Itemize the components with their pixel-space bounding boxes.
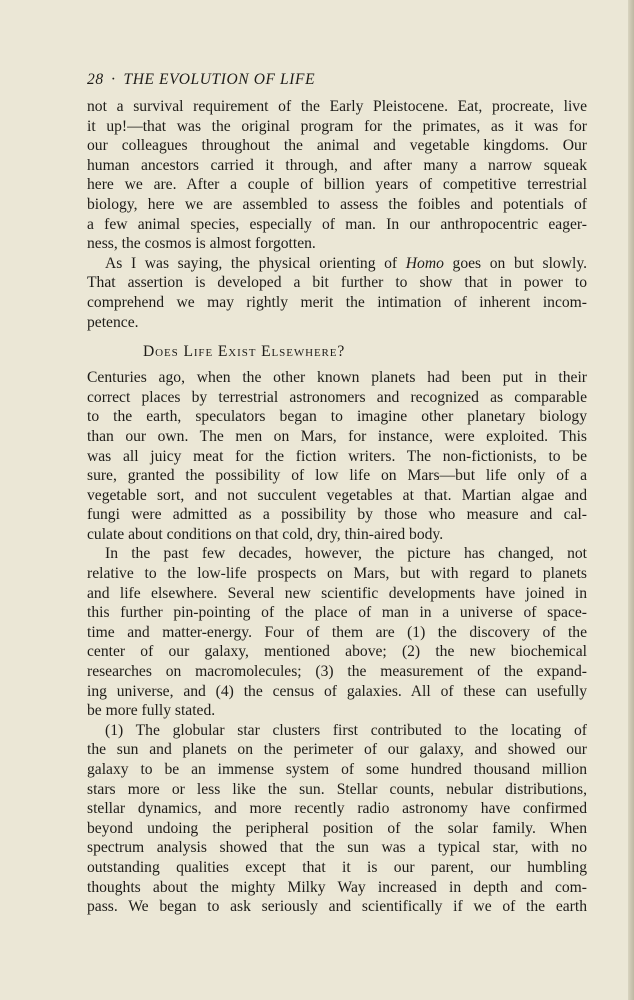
paragraph-globular-clusters (87, 721, 587, 917)
page-number: 28 (87, 71, 104, 88)
paragraph-mars (87, 368, 587, 544)
text-line: correct places by terrestrial astronomers and recognized as comparable (87, 388, 587, 406)
text-line: sure, granted the possibility of low life on Mars—but life only of a (87, 467, 587, 485)
text-line: be more fully stated. (87, 702, 216, 720)
text-line (87, 254, 587, 274)
text-line: culate about conditions on that cold, dry, thin-aired body. (87, 525, 444, 543)
text-line: our colleagues throughout the animal and vegetable kingdoms. Our (87, 137, 587, 155)
text-line: petence. (87, 313, 139, 331)
paragraph-homo (87, 254, 587, 332)
text-line: than our own. The men on Mars, for instance, were exploited. This (87, 427, 587, 445)
text-line: vegetable sort, and not succulent vegetables at that. Martian algae and (87, 486, 587, 504)
text-line: researches on macromolecules; (3) the measurement of the expand- (87, 663, 587, 681)
text-line: stellar dynamics, and more recently radio astronomy have confirmed (87, 800, 587, 818)
text-line: comprehend we may rightly merit the intimation of inherent incom- (87, 293, 587, 311)
text-line: a few animal species, especially of man. In our anthropocentric eager- (87, 215, 587, 233)
paragraph-continuation (87, 97, 587, 254)
text-line: (1) The globular star clusters first contributed to the locating of (105, 721, 587, 739)
text-line: fungi were admitted as a possibility by those who measure and cal- (87, 506, 587, 524)
text-run: As I was saying, the physical orienting of (105, 254, 406, 272)
text-line: and life elsewhere. Several new scientific developments have joined in (87, 584, 587, 602)
text-line: ness, the cosmos is almost forgotten. (87, 235, 316, 253)
text-line: That assertion is developed a bit further to show that in power to (87, 274, 587, 292)
text-line: outstanding qualities except that it is our parent, our humbling (87, 858, 587, 876)
text-line: spectrum analysis showed that the sun was a typical star, with no (87, 839, 587, 857)
running-header (87, 71, 315, 89)
text-line: the sun and planets on the perimeter of our galaxy, and showed our (87, 741, 587, 759)
header-separator: · (110, 71, 117, 88)
text-line: ing universe, and (4) the census of galaxies. All of these can usefully (87, 682, 587, 700)
text-line: relative to the low-life prospects on Mars, but with regard to planets (87, 565, 587, 583)
text-line: beyond undoing the peripheral position of the solar family. When (87, 819, 587, 837)
text-line: In the past few decades, however, the picture has changed, not (105, 545, 587, 563)
text-line: this further pin-pointing of the place of man in a universe of space- (87, 604, 587, 622)
text-line: biology, here we are assembled to assess the foibles and potentials of (87, 195, 587, 213)
text-line: not a survival requirement of the Early Pleistocene. Eat, procreate, live (87, 98, 587, 115)
running-title: THE EVOLUTION OF LIFE (123, 71, 316, 88)
text-line: was all juicy meat for the fiction writers. The non-fictionists, to be (87, 447, 587, 465)
section-heading: Does Life Exist Elsewhere? (143, 343, 346, 361)
text-line: center of our galaxy, mentioned above; (2) the new biochemical (87, 643, 587, 661)
text-line: pass. We began to ask seriously and scientifically if we of the earth (87, 898, 587, 916)
text-line: it up!—that was the original program for the primates, as it was for (87, 117, 587, 135)
paragraph-developments (87, 544, 587, 720)
text-line: to the earth, speculators began to imagine other planetary biology (87, 408, 587, 426)
text-line: galaxy to be an immense system of some hundred thousand million (87, 761, 587, 778)
text-line: stars more or less like the sun. Stellar counts, nebular distributions, (87, 780, 587, 798)
text-line: thoughts about the mighty Milky Way increased in depth and com- (87, 878, 587, 896)
body-text (87, 97, 587, 917)
page-edge (628, 0, 634, 1000)
text-line: time and matter-energy. Four of them are (1) the discovery of the (87, 623, 587, 641)
text-run: goes on but slowly. (443, 254, 587, 272)
text-line: Centuries ago, when the other known planets had been put in their (87, 369, 587, 387)
italic-term: Homo (405, 254, 444, 272)
text-line: human ancestors carried it through, and after many a narrow squeak (87, 156, 587, 174)
text-line: here we are. After a couple of billion years of competitive terrestrial (87, 176, 587, 194)
